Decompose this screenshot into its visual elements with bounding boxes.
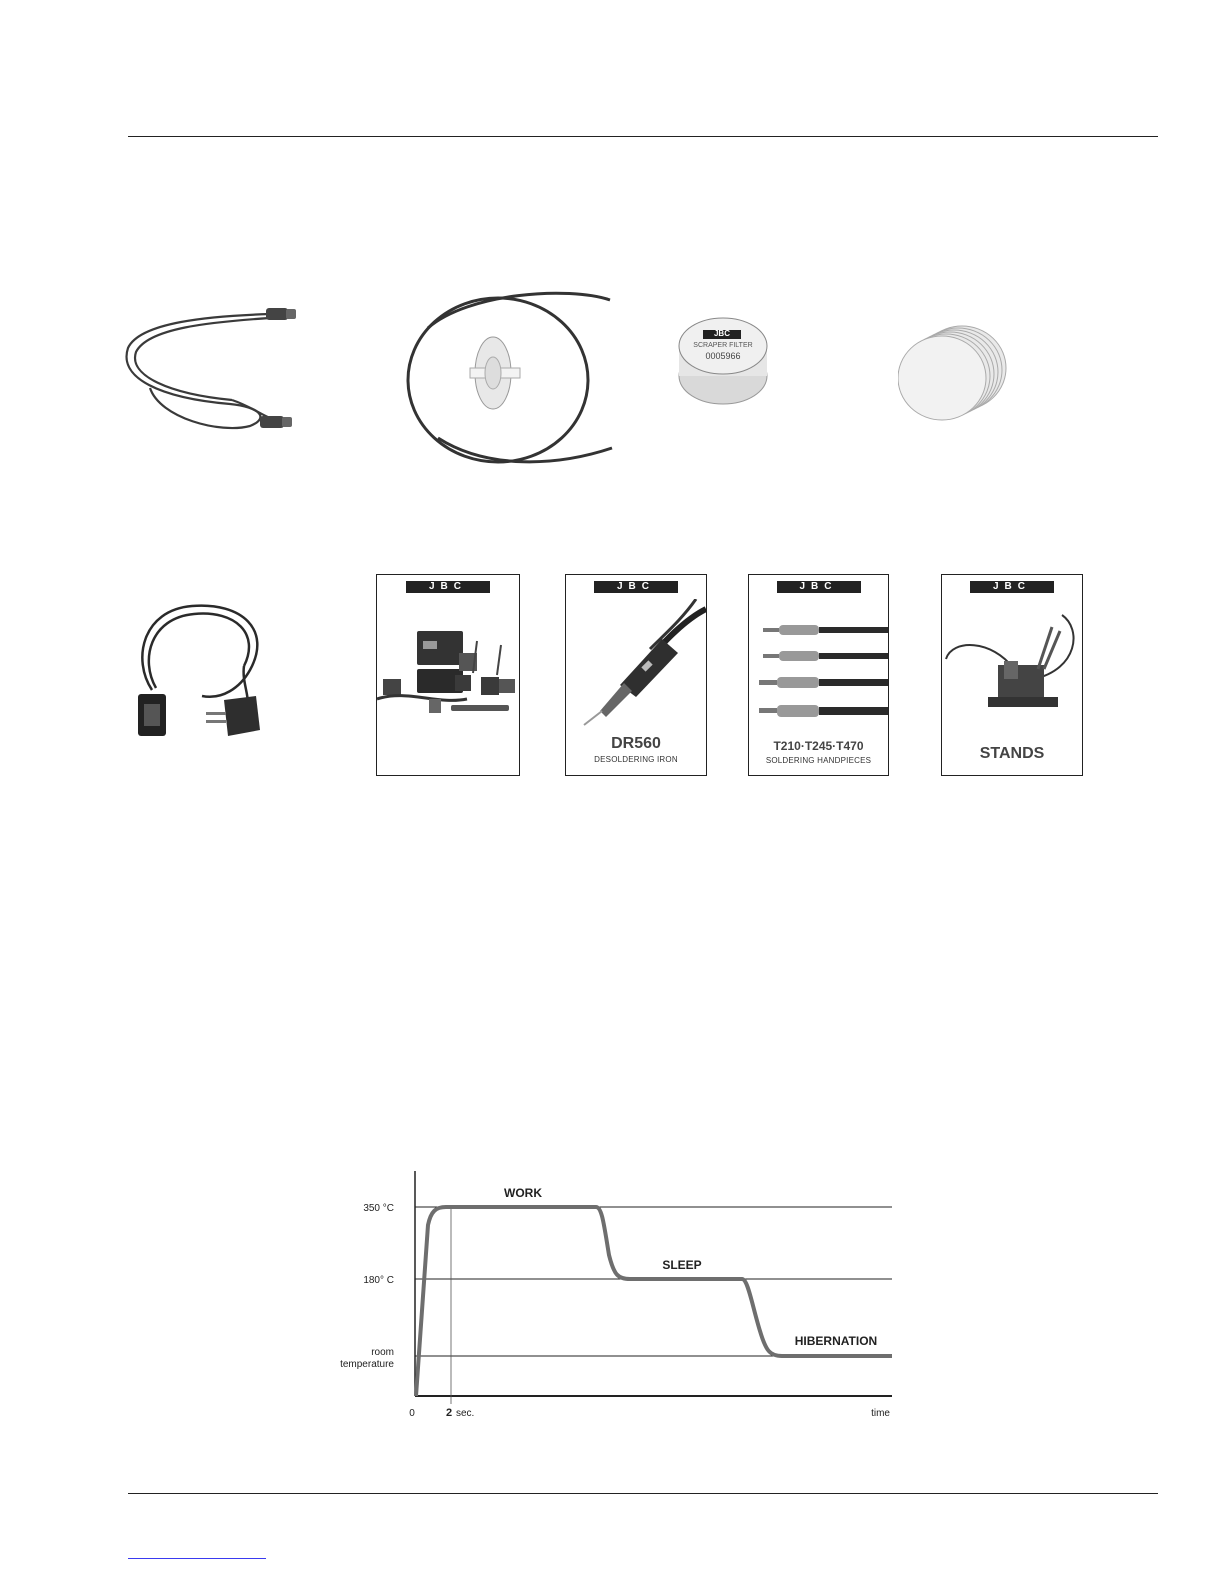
filter-box-code: 0005966: [705, 351, 741, 361]
suction-tube-filter-image: [398, 288, 618, 473]
xtick-sec: sec.: [456, 1408, 475, 1419]
xtick-two: 2: [445, 1407, 453, 1419]
manual-brand: JBC: [992, 581, 1031, 592]
filter-discs-image: [898, 322, 1010, 428]
xtick-time: time: [871, 1408, 890, 1419]
header-rule: [128, 136, 1158, 137]
manual-brand: JBC: [799, 581, 838, 592]
manual-brand: JBC: [616, 581, 655, 592]
extension-cable-image: [120, 298, 310, 438]
manual-subtitle: SOLDERING HANDPIECES: [765, 756, 872, 765]
manual-subtitle: DESOLDERING IRON: [594, 755, 678, 764]
manual-cover-dr560: [565, 574, 707, 776]
ytick-room-line2: temperature: [340, 1359, 394, 1370]
ytick-350: 350 °C: [363, 1203, 394, 1214]
ytick-room-line1: room: [371, 1347, 394, 1358]
temperature-curve: [416, 1207, 892, 1396]
phase-label-hibernation: HIBERNATION: [794, 1334, 878, 1348]
manual-title: STANDS: [979, 745, 1045, 762]
filter-box-brand: JBC: [713, 329, 730, 338]
manual-title: T210·T245·T470: [773, 739, 864, 753]
temperature-chart: [330, 1165, 900, 1425]
ytick-180: 180° C: [363, 1275, 394, 1286]
phase-label-work: WORK: [504, 1186, 542, 1200]
manual-cover-handpieces: [748, 574, 889, 776]
footer-link[interactable]: [128, 1557, 266, 1559]
manual-cover-stands: [941, 574, 1083, 776]
footer-rule: [128, 1493, 1158, 1494]
manual-brand: JBC: [428, 581, 467, 592]
filter-box-label: SCRAPER FILTER: [693, 342, 753, 349]
phase-label-sleep: SLEEP: [662, 1258, 702, 1272]
xtick-zero: 0: [409, 1408, 415, 1419]
manual-title: DR560: [611, 735, 661, 752]
power-cord-image: [132, 600, 272, 742]
scraper-filter-box: [676, 316, 770, 406]
manual-cover-stations: [376, 574, 520, 776]
